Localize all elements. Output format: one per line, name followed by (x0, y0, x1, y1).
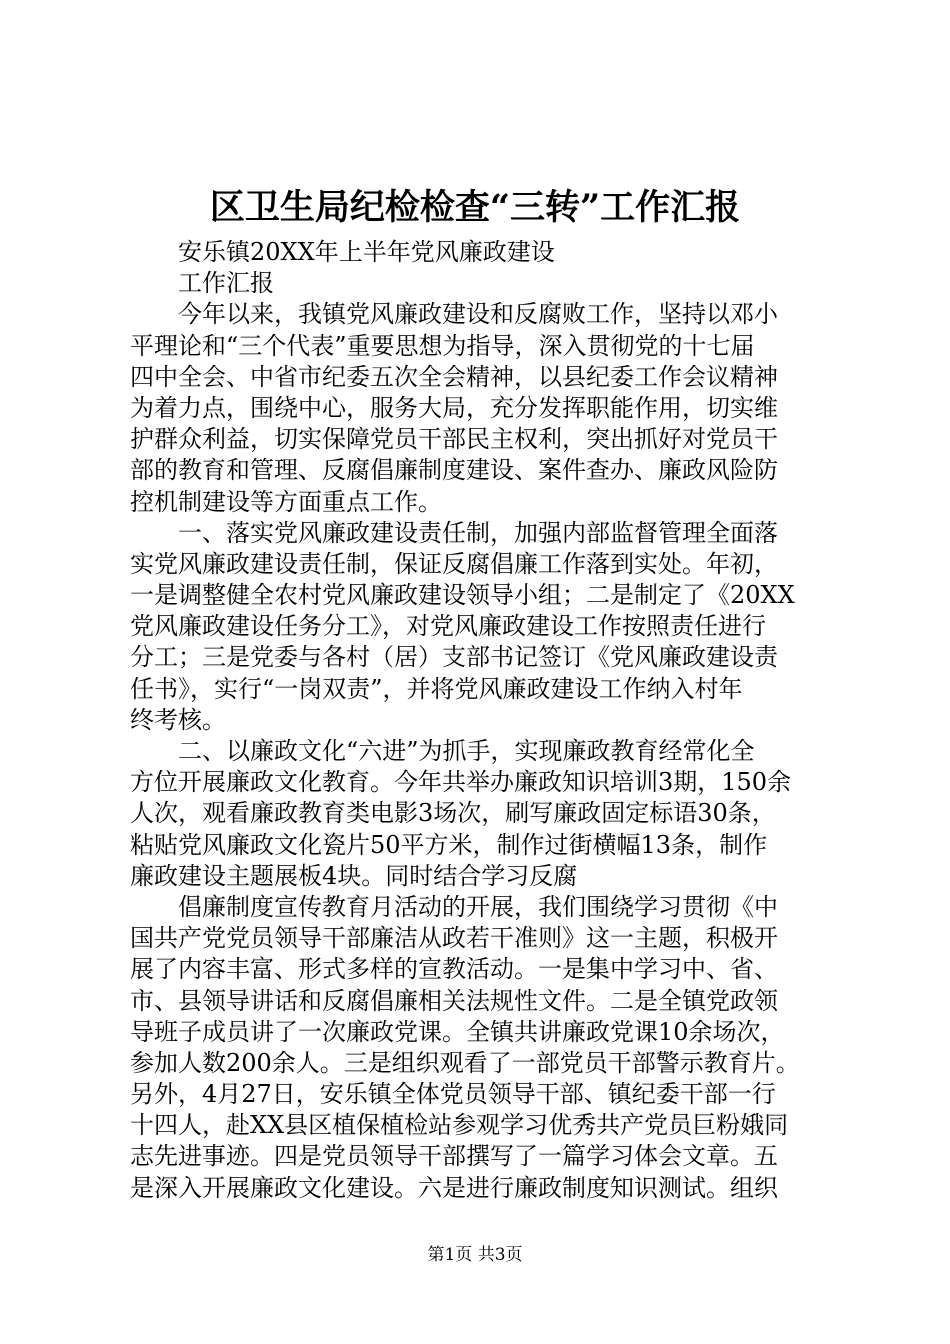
paragraph-line: 今年以来，我镇党风廉政建设和反腐败工作，坚持以邓小 (130, 300, 778, 329)
paragraph-line: 四中全会、中省市纪委五次全会精神，以县纪委工作会议精神 (130, 362, 778, 391)
paragraph-line: 导班子成员讲了一次廉政党课。全镇共讲廉政党课10余场次， (130, 1017, 785, 1046)
subtitle-line: 工作汇报 (178, 269, 274, 298)
document-title: 区卫生局纪检检查“三转”工作汇报 (209, 187, 741, 228)
paragraph-line: 参加人数200余人。三是组织观看了一部党员干部警示教育片。 (130, 1048, 800, 1077)
paragraph-line: 展了内容丰富、形式多样的宣教活动。一是集中学习中、省、 (130, 955, 778, 984)
paragraph-line: 另外，4月27日，安乐镇全体党员领导干部、镇纪委干部一行 (130, 1080, 776, 1109)
paragraph-line: 一是调整健全农村党风廉政建设领导小组；二是制定了《20XX (130, 581, 795, 610)
page-footer: 第1页 共3页 (427, 1245, 523, 1265)
paragraph-line: 市、县领导讲话和反腐倡廉相关法规性文件。二是全镇党政领 (130, 986, 778, 1015)
paragraph-line: 二、以廉政文化“六进”为抓手，实现廉政教育经常化全 (130, 737, 755, 765)
paragraph-line: 十四人，赴XX县区植保植检站参观学习优秀共产党员巨粉娥同 (130, 1111, 789, 1140)
paragraph-line: 志先进事迹。四是党员领导干部撰写了一篇学习体会文章。五 (130, 1142, 778, 1171)
paragraph-line: 廉政建设主题展板4块。同时结合学习反腐 (130, 861, 578, 890)
paragraph-line: 方位开展廉政文化教育。今年共举办廉政知识培训3期，150余 (130, 768, 792, 797)
document-body (130, 237, 842, 1204)
paragraph-line: 为着力点，围绕中心，服务大局，充分发挥职能作用，切实维 (130, 393, 778, 422)
subtitle-line: 安乐镇20XX年上半年党风廉政建设 (178, 238, 555, 266)
paragraph-line: 人次，观看廉政教育类电影3场次，刷写廉政固定标语30条， (130, 799, 776, 828)
paragraph-line: 倡廉制度宣传教育月活动的开展，我们围绕学习贯彻《中 (130, 892, 778, 921)
paragraph-line: 国共产党党员领导干部廉洁从政若干准则》这一主题，积极开 (130, 924, 778, 953)
paragraph-line: 部的教育和管理、反腐倡廉制度建设、案件查办、廉政风险防 (130, 456, 778, 485)
paragraph-line: 平理论和“三个代表”重要思想为指导，深入贯彻党的十七届 (130, 331, 755, 360)
paragraph-line: 粘贴党风廉政文化瓷片50平方米，制作过街横幅13条，制作 (130, 830, 768, 859)
paragraph-line: 一、落实党风廉政建设责任制，加强内部监督管理全面落 (130, 518, 778, 547)
paragraph-line: 控机制建设等方面重点工作。 (130, 487, 442, 516)
paragraph-line: 分工；三是党委与各村（居）支部书记签订《党风廉政建设责 (130, 643, 778, 672)
paragraph-line: 实党风廉政建设责任制，保证反腐倡廉工作落到实处。年初， (130, 549, 778, 578)
paragraph-line: 终考核。 (130, 705, 226, 734)
paragraph-line: 党风廉政建设任务分工》，对党风廉政建设工作按照责任进行 (130, 612, 766, 641)
paragraph-line: 是深入开展廉政文化建设。六是进行廉政制度知识测试。组织 (130, 1173, 778, 1202)
paragraph-line: 任书》，实行“一岗双责”，并将党风廉政建设工作纳入村年 (130, 674, 743, 703)
paragraph-line: 护群众利益，切实保障党员干部民主权利，突出抓好对党员干 (130, 425, 778, 454)
